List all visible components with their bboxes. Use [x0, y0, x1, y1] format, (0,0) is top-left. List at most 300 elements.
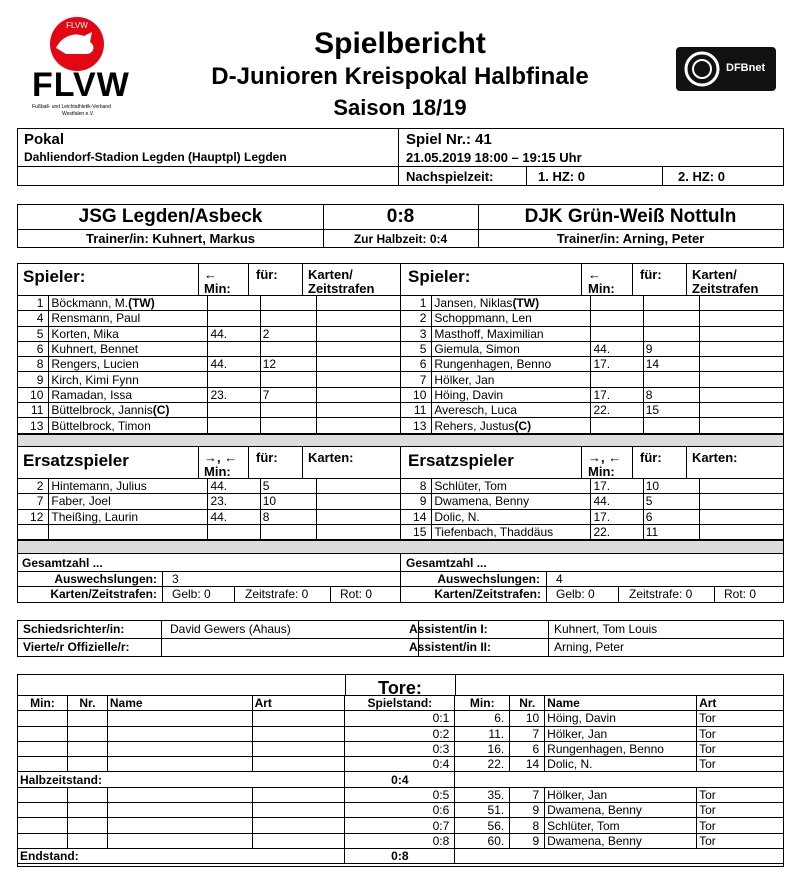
goal-home-name [107, 757, 252, 772]
home-players-nr: 8 [18, 357, 49, 372]
home-total-label: Gesamtzahl ... [22, 556, 103, 570]
away-total-label: Gesamtzahl ... [406, 556, 487, 570]
goal-away-min: 35. [455, 787, 510, 802]
home-players-name [49, 387, 208, 402]
referee-label: Schiedsrichter/in: [23, 622, 125, 636]
away-players-min [591, 418, 643, 433]
home-players-cards [317, 387, 401, 402]
away-trainer: Trainer/in: Arning, Peter [556, 231, 705, 246]
home-players-name [49, 296, 208, 311]
away-team: DJK Grün-Weiß Nottuln [524, 206, 737, 227]
goal-home-min [18, 818, 68, 833]
away-players-for: 14 [643, 357, 700, 372]
goal-away-name: Dwamena, Benny [545, 803, 697, 818]
away-players-nr: 1 [401, 296, 432, 311]
away-players-min: 17. [591, 357, 643, 372]
table-row [401, 509, 784, 524]
away-subs-nr: 8 [401, 479, 432, 494]
home-subs-cards [317, 509, 401, 524]
goal-away-type: Tor [697, 757, 784, 772]
home-subs-cards [317, 494, 401, 509]
away-players-nr: 5 [401, 341, 432, 356]
away-red: Rot: 0 [724, 587, 757, 601]
goal-away-type: Tor [697, 741, 784, 756]
away-players-name [432, 311, 591, 326]
home-players-cards [317, 357, 401, 372]
home-subs-nr: 2 [18, 479, 49, 494]
goal-away-name: Höing, Davin [545, 711, 697, 726]
page-subtitle: D-Junioren Kreispokal Halbfinale [211, 63, 589, 90]
game-number: Spiel Nr.: 41 [406, 131, 492, 148]
dfbnet-text: DFBnet [726, 62, 766, 74]
player-role-badge: (C) [514, 418, 532, 433]
home-subs-name [49, 494, 208, 509]
table-row [18, 524, 401, 539]
page-title: Spielbericht [314, 27, 486, 60]
match-datetime: 21.05.2019 18:00 – 19:15 Uhr [406, 150, 582, 165]
away-players-for [643, 326, 700, 341]
away-players-min: 17. [591, 387, 643, 402]
goal-home-nr [67, 726, 107, 741]
home-players-min [208, 296, 260, 311]
away-players-min [591, 372, 643, 387]
goal-row [18, 818, 784, 833]
home-red: Rot: 0 [340, 587, 373, 601]
goal-home-name [107, 711, 252, 726]
home-subs-nr: 7 [18, 494, 49, 509]
away-players-cards [700, 418, 784, 433]
away-subs-min: 17. [591, 479, 643, 494]
competition-label: Pokal [24, 131, 65, 148]
goal-home-nr [67, 757, 107, 772]
goal-away-min: 11. [455, 726, 510, 741]
away-players-nr: 11 [401, 403, 432, 418]
away-players-nr: 3 [401, 326, 432, 341]
home-players-nr: 9 [18, 372, 49, 387]
goal-home-min [18, 711, 68, 726]
away-players-name [432, 403, 591, 418]
home-subs-for: 5 [260, 479, 317, 494]
final-value: 0:8 [345, 848, 455, 863]
flvw-logo [22, 14, 132, 124]
goal-away-nr: 6 [510, 741, 545, 756]
table-row [18, 296, 401, 311]
goal-home-min [18, 787, 68, 802]
home-players-min: 44. [208, 357, 260, 372]
home-team: JSG Legden/Asbeck [78, 206, 263, 227]
goal-home-type [252, 726, 345, 741]
player-name: Hintemann, Julius [51, 479, 147, 494]
player-role-badge: (TW) [128, 296, 155, 311]
away-players-cards [700, 403, 784, 418]
player-name: Korten, Mika [51, 326, 119, 341]
goal-score: 0:3 [345, 741, 455, 756]
home-subs-cards [317, 479, 401, 494]
away-players-name [432, 296, 591, 311]
home-min-label: Min: [204, 281, 231, 296]
player-name: Ramadan, Issa [51, 387, 133, 402]
goal-row [18, 803, 784, 818]
away-players-nr: 2 [401, 311, 432, 326]
home-subs-min: 23. [208, 494, 260, 509]
goal-away-name: Dolic, N. [545, 757, 697, 772]
away-players-for: 8 [643, 387, 700, 402]
extra-time-hz2: 2. HZ: 0 [678, 169, 725, 184]
table-row [18, 341, 401, 356]
home-players-cards [317, 418, 401, 433]
home-players-nr: 4 [18, 311, 49, 326]
halftime-value: 0:4 [345, 772, 455, 787]
table-row [401, 341, 784, 356]
table-row [18, 372, 401, 387]
away-players-min [591, 326, 643, 341]
goals-col-type-left: Art [252, 696, 345, 711]
home-players-name [49, 311, 208, 326]
home-arrow-out: ← [204, 267, 217, 282]
goal-away-min: 16. [455, 741, 510, 756]
goal-home-min [18, 803, 68, 818]
player-name: Rensmann, Paul [51, 311, 141, 326]
table-row [401, 494, 784, 509]
player-name: Dwamena, Benny [434, 494, 530, 509]
player-name: Faber, Joel [51, 494, 111, 509]
away-subs-for: für: [640, 450, 662, 465]
table-row [18, 326, 401, 341]
away-subs-nr: 15 [401, 524, 432, 539]
home-subs-for [260, 524, 317, 539]
goal-home-type [252, 757, 345, 772]
final-label: Endstand: [18, 848, 345, 863]
away-subs-cards [700, 494, 784, 509]
final-spacer [455, 848, 784, 863]
away-players-min: 22. [591, 403, 643, 418]
goals-col-score: Spielstand: [345, 696, 455, 711]
table-row [401, 326, 784, 341]
player-name: Averesch, Luca [434, 403, 517, 418]
fourth-official-label: Vierte/r Offizielle/r: [23, 640, 130, 654]
home-players-nr: 11 [18, 403, 49, 418]
home-players-min [208, 372, 260, 387]
player-name: Schoppmann, Len [434, 311, 532, 326]
player-name: Büttelbrock, Jannis [51, 403, 153, 418]
goal-away-nr: 7 [510, 726, 545, 741]
table-row [18, 494, 401, 509]
goal-away-nr: 9 [510, 803, 545, 818]
away-subs-cards: Karten: [692, 450, 738, 465]
away-subs-for: 5 [643, 494, 700, 509]
goal-away-nr: 8 [510, 818, 545, 833]
home-subs-nr: 12 [18, 509, 49, 524]
flvw-arc-text: FLVW [66, 21, 88, 30]
goals-heading: Tore: [378, 678, 422, 698]
home-players-cards [317, 326, 401, 341]
player-name: Theißing, Laurin [51, 509, 139, 524]
goal-score: 0:8 [345, 833, 455, 848]
player-name: Jansen, Niklas [434, 296, 513, 311]
away-players-for [643, 296, 700, 311]
table-row [401, 524, 784, 539]
home-players-min [208, 418, 260, 433]
home-trainer: Trainer/in: Kuhnert, Markus [85, 231, 256, 246]
away-arrow-out: ← [588, 267, 601, 282]
away-subs-count: 4 [556, 572, 563, 586]
table-row [18, 311, 401, 326]
home-players-for: 12 [260, 357, 317, 372]
final-row [18, 848, 784, 863]
home-players-min [208, 403, 260, 418]
home-players-heading: Spieler: [23, 267, 86, 286]
away-cards-label: Karten/ [692, 267, 737, 282]
home-players-cards [317, 296, 401, 311]
match-info-box [17, 128, 784, 186]
player-name: Masthoff, Maximilian [434, 326, 544, 341]
goal-away-min: 51. [455, 803, 510, 818]
goal-away-type: Tor [697, 833, 784, 848]
goal-home-nr [67, 741, 107, 756]
home-subs-count: 3 [172, 572, 179, 586]
away-players-min [591, 311, 643, 326]
home-for-label: für: [256, 267, 278, 282]
home-subs-min [208, 524, 260, 539]
home-players-name [49, 418, 208, 433]
away-subs-min: 17. [591, 509, 643, 524]
away-subs-cards [700, 524, 784, 539]
away-yellow: Gelb: 0 [556, 587, 595, 601]
goal-home-nr [67, 818, 107, 833]
away-subs-min: 22. [591, 524, 643, 539]
home-subs-heading: Ersatzspieler [23, 451, 129, 470]
table-row [401, 387, 784, 402]
home-subs-min: Min: [204, 464, 231, 479]
goal-away-nr: 9 [510, 833, 545, 848]
away-players-min [591, 296, 643, 311]
goals-col-name-right: Name [545, 696, 697, 711]
home-subs-cards: Karten: [308, 450, 354, 465]
table-row [401, 479, 784, 494]
away-players-name [432, 387, 591, 402]
home-players-min: 44. [208, 326, 260, 341]
flvw-logo-sub1: Fußball- und Leichtathletik-Verband [32, 104, 111, 110]
goal-home-nr [67, 803, 107, 818]
away-subs-cards [700, 509, 784, 524]
home-subs-arrows: →, ← [204, 450, 238, 465]
home-players-nr: 6 [18, 341, 49, 356]
home-players-cards [317, 403, 401, 418]
goal-away-name: Hölker, Jan [545, 787, 697, 802]
player-name: Tiefenbach, Thaddäus [434, 525, 554, 540]
table-row [18, 479, 401, 494]
goal-score: 0:7 [345, 818, 455, 833]
player-name: Kirch, Kimi Fynn [51, 372, 139, 387]
goal-row [18, 711, 784, 726]
goal-home-type [252, 818, 345, 833]
away-players-heading: Spieler: [408, 267, 471, 286]
goal-home-min [18, 726, 68, 741]
away-players-cards [700, 326, 784, 341]
table-row [18, 403, 401, 418]
final-score: 0:8 [386, 206, 415, 227]
goal-home-type [252, 833, 345, 848]
home-players-name [49, 357, 208, 372]
goal-home-min [18, 741, 68, 756]
goal-away-min: 22. [455, 757, 510, 772]
table-row [401, 418, 784, 433]
player-role-badge: (TW) [512, 296, 540, 311]
table-row [401, 357, 784, 372]
home-players-name [49, 341, 208, 356]
assistant1-name: Kuhnert, Tom Louis [554, 622, 658, 636]
referee-name: David Gewers (Ahaus) [170, 622, 291, 636]
player-name: Hölker, Jan [434, 372, 495, 387]
goal-row [18, 833, 784, 848]
home-players-cards [317, 311, 401, 326]
home-subs-for: 8 [260, 509, 317, 524]
away-players-nr: 6 [401, 357, 432, 372]
goal-home-type [252, 711, 345, 726]
player-name: Büttelbrock, Timon [51, 418, 151, 433]
goal-row [18, 726, 784, 741]
home-players-for [260, 341, 317, 356]
flvw-logo-sub2: Westfalen e.V. [62, 111, 94, 117]
home-subs-cards [317, 524, 401, 539]
home-players-nr: 5 [18, 326, 49, 341]
extra-time-hz1: 1. HZ: 0 [538, 169, 585, 184]
season-label: Saison 18/19 [333, 95, 467, 120]
goal-home-nr [67, 787, 107, 802]
goal-away-nr: 7 [510, 787, 545, 802]
away-subs-count-label: Auswechslungen: [437, 572, 540, 586]
home-subs-name [49, 509, 208, 524]
player-name: Rengers, Lucien [51, 357, 139, 372]
player-name: Böckmann, M. [51, 296, 129, 311]
home-subs-name [49, 524, 208, 539]
away-players-for [643, 418, 700, 433]
goal-home-type [252, 787, 345, 802]
goal-away-name: Schlüter, Tom [545, 818, 697, 833]
player-name: Giemula, Simon [434, 342, 520, 357]
away-for-label: für: [640, 267, 662, 282]
dfbnet-logo [676, 47, 776, 91]
goal-home-name [107, 818, 252, 833]
goal-home-nr [67, 833, 107, 848]
table-row [401, 296, 784, 311]
officials-box [17, 620, 784, 657]
goals-col-type-right: Art [697, 696, 784, 711]
home-players-nr: 13 [18, 418, 49, 433]
goal-away-min: 60. [455, 833, 510, 848]
away-subs-for: 6 [643, 509, 700, 524]
goal-home-name [107, 803, 252, 818]
table-row [401, 403, 784, 418]
away-subs-arrows: →, ← [588, 450, 622, 465]
away-subs-nr: 9 [401, 494, 432, 509]
home-subs-nr [18, 524, 49, 539]
goal-away-type: Tor [697, 787, 784, 802]
goal-row [18, 757, 784, 772]
player-name: Rungenhagen, Benno [434, 357, 552, 372]
assistant2-label: Assistent/in II: [409, 640, 492, 654]
player-name: Dolic, N. [434, 509, 480, 524]
home-subs-for: für: [256, 450, 278, 465]
away-subs-for: 10 [643, 479, 700, 494]
goals-col-nr-left: Nr. [67, 696, 107, 711]
score-box [17, 204, 784, 248]
away-subs-min: 44. [591, 494, 643, 509]
home-subs-count-label: Auswechslungen: [54, 572, 157, 586]
venue-label: Dahliendorf-Stadion Legden (Hauptpl) Legden [24, 150, 287, 164]
away-players-nr: 7 [401, 372, 432, 387]
goal-score: 0:2 [345, 726, 455, 741]
goals-col-name-left: Name [107, 696, 252, 711]
home-players-nr: 1 [18, 296, 49, 311]
goal-away-type: Tor [697, 711, 784, 726]
away-players-name [432, 372, 591, 387]
goal-away-min: 56. [455, 818, 510, 833]
away-cards-total-label: Karten/Zeitstrafen: [434, 587, 541, 601]
home-subs-name [49, 479, 208, 494]
goal-away-nr: 14 [510, 757, 545, 772]
home-players-for [260, 311, 317, 326]
dfb-crest-icon [682, 49, 722, 89]
home-players-for: 2 [260, 326, 317, 341]
home-players-for [260, 296, 317, 311]
halftime-row [18, 772, 784, 787]
extra-time-label: Nachspielzeit: [406, 169, 494, 184]
goal-score: 0:4 [345, 757, 455, 772]
goal-home-name [107, 741, 252, 756]
away-players-cards [700, 341, 784, 356]
player-name: Schlüter, Tom [434, 479, 507, 494]
away-players-nr: 10 [401, 387, 432, 402]
home-yellow: Gelb: 0 [172, 587, 211, 601]
home-players-name [49, 326, 208, 341]
away-players-name [432, 341, 591, 356]
away-subs-nr: 14 [401, 509, 432, 524]
away-players-cards [700, 357, 784, 372]
away-timepen: Zeitstrafe: 0 [629, 587, 693, 601]
away-subs-min: Min: [588, 464, 615, 479]
away-subs-name [432, 509, 591, 524]
home-players-table [17, 295, 401, 434]
away-players-table [400, 295, 784, 434]
home-players-cards [317, 341, 401, 356]
goal-score: 0:1 [345, 711, 455, 726]
goals-header-row [18, 696, 784, 711]
goal-home-min [18, 833, 68, 848]
home-players-for [260, 403, 317, 418]
table-row [401, 372, 784, 387]
goal-away-type: Tor [697, 803, 784, 818]
flvw-logo-text: FLVW [32, 66, 130, 104]
away-cards-label2: Zeitstrafen [692, 281, 759, 296]
table-row [18, 357, 401, 372]
home-players-cards [317, 372, 401, 387]
goal-score: 0:6 [345, 803, 455, 818]
home-subs-min: 44. [208, 479, 260, 494]
goal-home-name [107, 787, 252, 802]
home-cards-label: Karten/ [308, 267, 353, 282]
goals-col-min-right: Min: [455, 696, 510, 711]
home-players-min: 23. [208, 387, 260, 402]
goals-col-min-left: Min: [18, 696, 68, 711]
goal-score: 0:5 [345, 787, 455, 802]
home-timepen: Zeitstrafe: 0 [245, 587, 309, 601]
table-row [401, 311, 784, 326]
player-name: Kuhnert, Bennet [51, 342, 139, 357]
goal-home-name [107, 833, 252, 848]
away-players-for: 15 [643, 403, 700, 418]
away-players-for [643, 311, 700, 326]
